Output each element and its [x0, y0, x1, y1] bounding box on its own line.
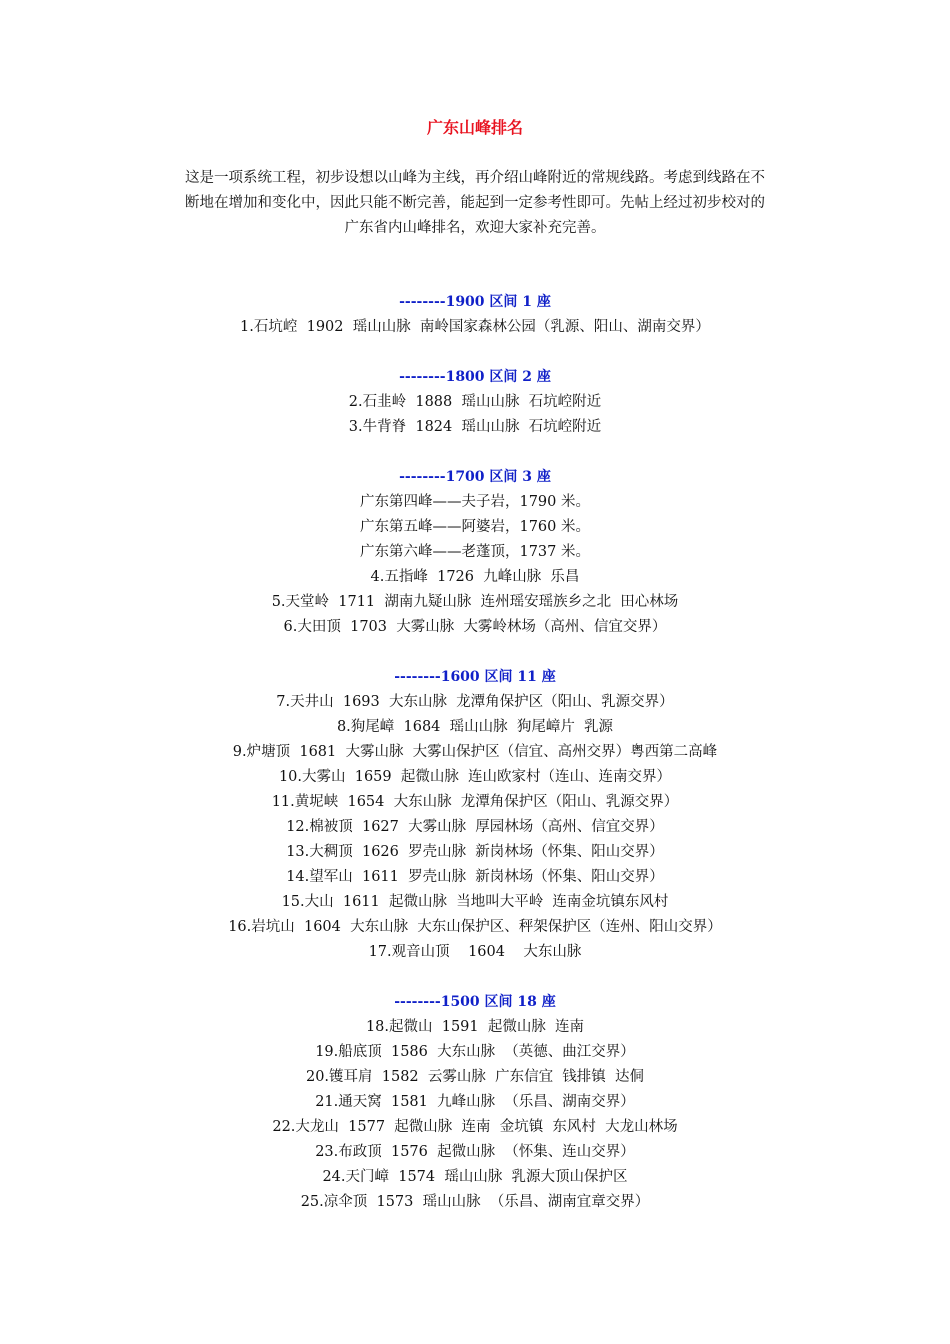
peak-entry: 6.大田顶 1703 大雾山脉 大雾岭林场（高州、信宜交界） — [283, 619, 667, 635]
peak-entry: 14.望军山 1611 罗壳山脉 新岗林场（怀集、阳山交界） — [286, 869, 664, 885]
peak-entry: 21.通天窝 1581 九峰山脉 （乐昌、湖南交界） — [315, 1094, 635, 1110]
section-1900 — [0, 290, 950, 340]
peak-entry: 2.石韭岭 1888 瑶山山脉 石坑崆附近 — [348, 394, 602, 410]
section-heading: --------1700 区间 3 座 — [399, 469, 551, 485]
section-heading: --------1900 区间 1 座 — [399, 294, 551, 310]
peak-entry: 23.布政顶 1576 起微山脉 （怀集、连山交界） — [315, 1144, 635, 1160]
peak-entry: 9.炉塘顶 1681 大雾山脉 大雾山保护区（信宜、高州交界）粤西第二高峰 — [232, 744, 718, 760]
intro-paragraph — [140, 166, 810, 241]
peak-entry: 15.大山 1611 起微山脉 当地叫大平岭 连南金坑镇东风村 — [281, 894, 669, 910]
peak-entry: 25.凉伞顶 1573 瑶山山脉 （乐昌、湖南宜章交界） — [300, 1194, 650, 1210]
peak-entry: 3.牛背脊 1824 瑶山山脉 石坑崆附近 — [348, 419, 602, 435]
peak-entry: 19.船底顶 1586 大东山脉 （英德、曲江交界） — [315, 1044, 635, 1060]
section-1500 — [0, 990, 950, 1215]
intro-line: 断地在增加和变化中，因此只能不断完善，能起到一定参考性即可。先帖上经过初步校对的 — [185, 195, 765, 211]
peak-entry: 8.狗尾嶂 1684 瑶山山脉 狗尾嶂片 乳源 — [336, 719, 614, 735]
peak-entry: 广东第六峰——老蓬顶，1737 米。 — [359, 544, 590, 560]
peak-entry: 24.天门嶂 1574 瑶山山脉 乳源大顶山保护区 — [322, 1169, 628, 1185]
peak-entry: 18.起微山 1591 起微山脉 连南 — [365, 1019, 585, 1035]
peak-entry: 广东第四峰——夫子岩，1790 米。 — [359, 494, 590, 510]
peak-entry: 4.五指峰 1726 九峰山脉 乐昌 — [370, 569, 580, 585]
section-1700 — [0, 465, 950, 640]
peak-entry: 16.岩坑山 1604 大东山脉 大东山保护区、秤架保护区（连州、阳山交界） — [228, 919, 722, 935]
peak-entry: 5.天堂岭 1711 湖南九疑山脉 连州瑶安瑶族乡之北 田心林场 — [271, 594, 679, 610]
peak-entry: 7.天井山 1693 大东山脉 龙潭角保护区（阳山、乳源交界） — [276, 694, 674, 710]
peak-entry: 11.黄坭峡 1654 大东山脉 龙潭角保护区（阳山、乳源交界） — [271, 794, 679, 810]
peak-entry: 10.大雾山 1659 起微山脉 连山欧家村（连山、连南交界） — [278, 769, 672, 785]
document-title: 广东山峰排名 — [426, 118, 523, 137]
section-heading: --------1500 区间 18 座 — [394, 994, 556, 1010]
intro-line: 广东省内山峰排名，欢迎大家补充完善。 — [344, 220, 606, 236]
intro-line: 这是一项系统工程，初步设想以山峰为主线，再介绍山峰附近的常规线路。考虑到线路在不 — [185, 170, 765, 186]
section-heading: --------1600 区间 11 座 — [394, 669, 556, 685]
peak-entry: 22.大龙山 1577 起微山脉 连南 金坑镇 东风村 大龙山林场 — [272, 1119, 678, 1135]
peak-entry: 广东第五峰——阿婆岩，1760 米。 — [359, 519, 590, 535]
peak-entry: 12.棉被顶 1627 大雾山脉 厚园林场（高州、信宜交界） — [286, 819, 664, 835]
section-1800 — [0, 365, 950, 440]
peak-entry: 17.观音山顶 1604 大东山脉 — [368, 944, 582, 960]
peak-entry: 1.石坑崆 1902 瑶山山脉 南岭国家森林公园（乳源、阳山、湖南交界） — [240, 319, 710, 335]
peak-entry: 20.镬耳肩 1582 云雾山脉 广东信宜 钱排镇 达侗 — [305, 1069, 645, 1085]
peak-entry: 13.大稠顶 1626 罗壳山脉 新岗林场（怀集、阳山交界） — [286, 844, 664, 860]
peak-ranking-list — [0, 290, 950, 1240]
section-1600 — [0, 665, 950, 965]
section-heading: --------1800 区间 2 座 — [399, 369, 551, 385]
